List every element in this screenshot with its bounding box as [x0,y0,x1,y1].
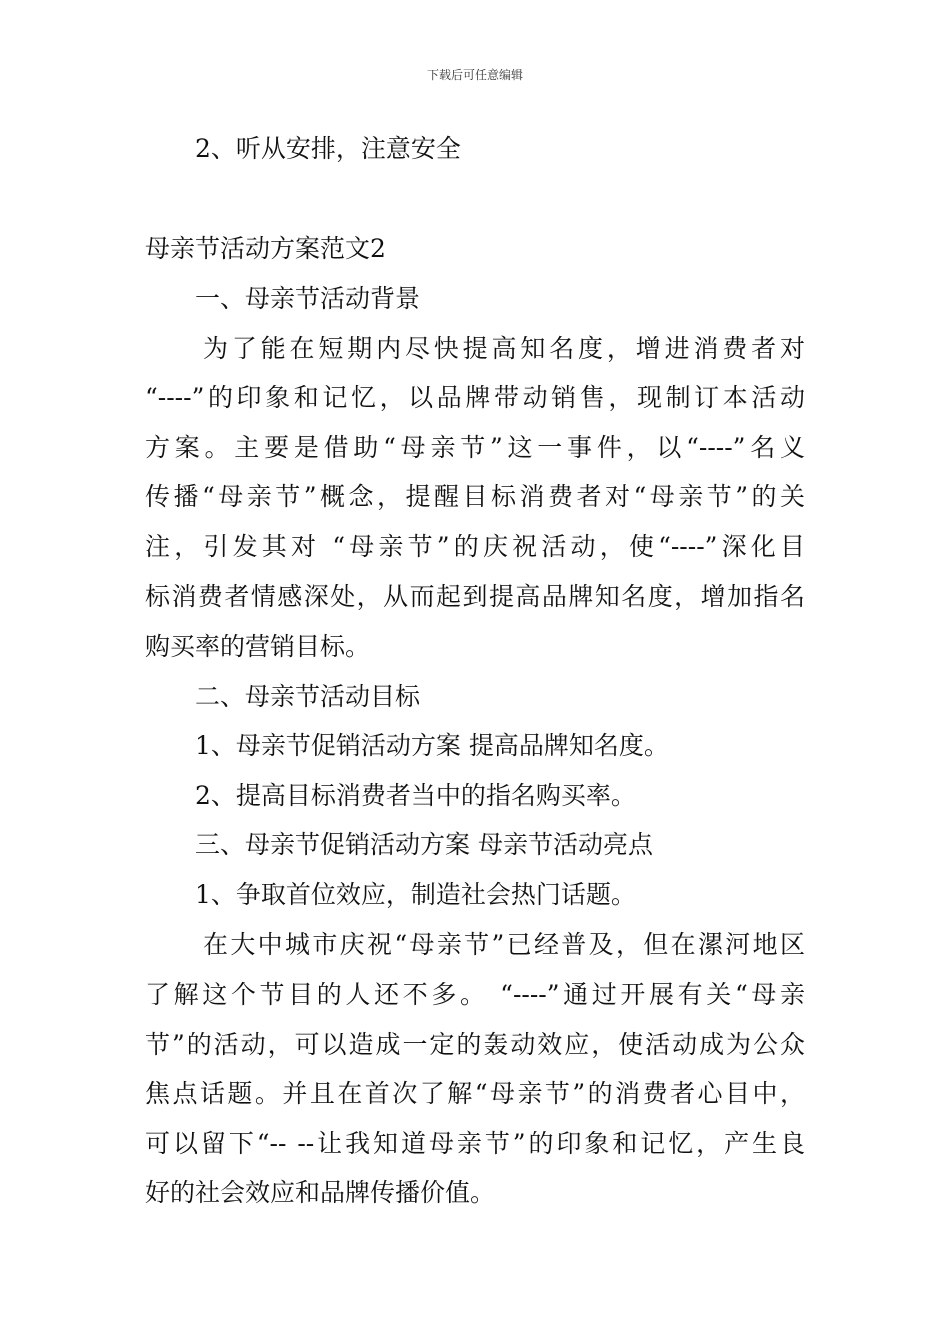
paragraph-line: 在大中城市庆祝“母亲节”已经普及，但在漯河地区 [203,930,805,959]
section-heading: 一、母亲节活动背景 [195,284,421,313]
paragraph-line: 焦点话题。并且在首次了解“母亲节”的消费者心目中， [145,1079,805,1108]
section-heading: 三、母亲节促销活动方案 母亲节活动亮点 [195,830,653,859]
paragraph-line: 购买率的营销目标。 [145,632,371,661]
paragraph-line: 可以留下“-- --让我知道母亲节”的印象和记忆，产生良 [145,1129,805,1158]
paragraph-line: 了解这个节目的人还不多。 “----”通过开展有关“母亲 [145,980,805,1009]
paragraph-line: “----”的印象和记忆，以品牌带动销售，现制订本活动 [145,383,805,412]
list-item: 1、争取首位效应，制造社会热门话题。 [195,880,636,909]
paragraph-line: 节”的活动，可以造成一定的轰动效应，使活动成为公众 [145,1030,805,1059]
paragraph-line: 标消费者情感深处，从而起到提高品牌知名度，增加指名 [145,582,805,611]
paragraph-line: 为了能在短期内尽快提高知名度，增进消费者对 [203,334,805,363]
paragraph-line: 注，引发其对 “母亲节”的庆祝活动，使“----”深化目 [145,532,805,561]
section-title: 母亲节活动方案范文2 [145,234,386,263]
page-header-note: 下载后可任意编辑 [426,68,523,82]
paragraph-line: 好的社会效应和品牌传播价值。 [145,1178,496,1207]
list-item: 1、母亲节促销活动方案 提高品牌知名度。 [195,731,669,760]
list-item: 2、听从安排，注意安全 [195,134,461,163]
paragraph-line: 传播“母亲节”概念，提醒目标消费者对“母亲节”的关 [145,482,805,511]
section-heading: 二、母亲节活动目标 [195,682,421,711]
list-item: 2、提高目标消费者当中的指名购买率。 [195,781,636,810]
paragraph-line: 方案。主要是借助“母亲节”这一事件，以“----”名义 [145,433,805,462]
